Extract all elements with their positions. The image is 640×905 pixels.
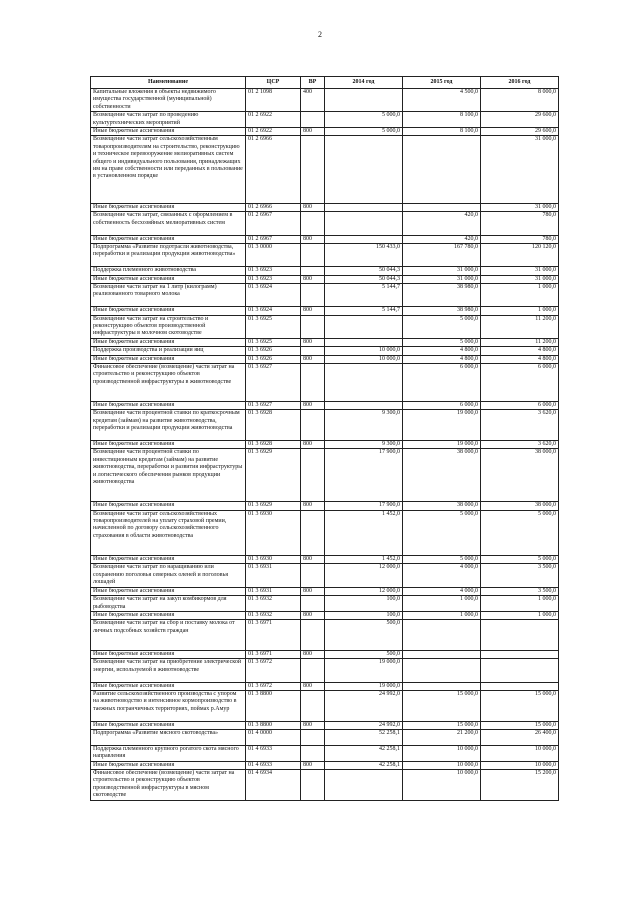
cell-name: Возмещение части затрат по проведению культуртехнических мероприятий — [91, 112, 246, 128]
cell-2014: 150 433,0 — [325, 244, 403, 267]
cell-name: Возмещение части процентной ставки по инвестиционным кредитам (займам) на развитие животноводства, переработки и развития инфраструктуры и логистического обеспечения рынков продукции животноводства — [91, 449, 246, 502]
cell-2015: 6 000,0 — [403, 402, 481, 410]
cell-vr: 800 — [301, 402, 325, 410]
cell-csr: 01 2 6966 — [246, 204, 301, 212]
cell-2016: 1 000,0 — [481, 596, 559, 612]
cell-csr: 01 3 6931 — [246, 564, 301, 587]
table-row — [91, 275, 559, 283]
cell-csr: 01 3 6928 — [246, 441, 301, 449]
cell-vr — [301, 596, 325, 612]
cell-vr: 800 — [301, 611, 325, 619]
cell-vr: 800 — [301, 338, 325, 346]
cell-2014: 24 992,0 — [325, 690, 403, 721]
cell-csr: 01 3 6923 — [246, 275, 301, 283]
cell-2014 — [325, 204, 403, 212]
cell-2015 — [403, 136, 481, 204]
cell-2014: 17 900,0 — [325, 502, 403, 510]
cell-2015: 19 000,0 — [403, 441, 481, 449]
cell-2015: 4 500,0 — [403, 89, 481, 112]
cell-2015: 4 000,0 — [403, 587, 481, 595]
cell-csr: 01 3 6927 — [246, 402, 301, 410]
table-row — [91, 441, 559, 449]
cell-vr: 800 — [301, 721, 325, 729]
cell-2014: 12 000,0 — [325, 587, 403, 595]
table-row — [91, 587, 559, 595]
cell-2014 — [325, 235, 403, 243]
cell-2014 — [325, 402, 403, 410]
cell-csr: 01 3 6929 — [246, 502, 301, 510]
cell-vr: 800 — [301, 128, 325, 136]
table-row — [91, 761, 559, 769]
cell-2016: 15 200,0 — [481, 769, 559, 800]
cell-csr: 01 2 6922 — [246, 128, 301, 136]
cell-vr — [301, 284, 325, 307]
cell-2016 — [481, 682, 559, 690]
cell-2015 — [403, 204, 481, 212]
cell-2014: 50 044,3 — [325, 275, 403, 283]
cell-2016: 26 400,0 — [481, 729, 559, 745]
cell-name: Возмещение части затрат на приобретение электрической энергии, используемой в животноводстве — [91, 659, 246, 682]
cell-name: Финансовое обеспечение (возмещение) части затрат на строительство и реконструкцию объектов производственной инфраструктуры в мясном скотоводстве — [91, 769, 246, 800]
table-row — [91, 620, 559, 651]
table-body — [91, 89, 559, 801]
cell-csr: 01 2 6922 — [246, 112, 301, 128]
cell-2015: 420,0 — [403, 212, 481, 235]
cell-2014 — [325, 212, 403, 235]
table-row — [91, 267, 559, 275]
cell-2014: 42 258,1 — [325, 761, 403, 769]
cell-2016: 1 000,0 — [481, 307, 559, 315]
cell-vr: 800 — [301, 556, 325, 564]
cell-csr: 01 3 6925 — [246, 315, 301, 338]
header-2014: 2014 год — [325, 77, 403, 89]
cell-2015 — [403, 682, 481, 690]
cell-csr: 01 3 6932 — [246, 596, 301, 612]
cell-csr: 01 3 6972 — [246, 659, 301, 682]
cell-vr — [301, 410, 325, 441]
cell-2014: 5 000,0 — [325, 112, 403, 128]
table-row — [91, 564, 559, 587]
cell-2016: 6 000,0 — [481, 364, 559, 402]
cell-2016: 4 800,0 — [481, 347, 559, 355]
cell-csr: 01 4 6934 — [246, 769, 301, 800]
cell-2014 — [325, 769, 403, 800]
cell-vr: 800 — [301, 650, 325, 658]
table-row — [91, 307, 559, 315]
cell-2014: 1 452,0 — [325, 556, 403, 564]
cell-vr — [301, 690, 325, 721]
cell-2016: 1 000,0 — [481, 284, 559, 307]
cell-2014: 17 900,0 — [325, 449, 403, 502]
cell-2015: 4 000,0 — [403, 564, 481, 587]
cell-2015: 8 100,0 — [403, 128, 481, 136]
cell-name: Поддержка племенного крупного рогатого скота мясного направления — [91, 745, 246, 761]
table-row — [91, 402, 559, 410]
cell-vr: 800 — [301, 587, 325, 595]
cell-vr — [301, 315, 325, 338]
cell-name: Иные бюджетные ассигнования — [91, 682, 246, 690]
table-row — [91, 449, 559, 502]
cell-2015: 167 780,0 — [403, 244, 481, 267]
cell-2015 — [403, 620, 481, 651]
cell-name: Иные бюджетные ассигнования — [91, 307, 246, 315]
table-row — [91, 502, 559, 510]
cell-vr — [301, 347, 325, 355]
cell-vr: 400 — [301, 89, 325, 112]
cell-2015: 4 800,0 — [403, 347, 481, 355]
table-row — [91, 650, 559, 658]
cell-2016 — [481, 659, 559, 682]
cell-name: Возмещение части процентной ставки по краткосрочным кредитам (займам) на развитие животноводства, переработки и реализации продукции животноводства — [91, 410, 246, 441]
cell-csr: 01 2 1098 — [246, 89, 301, 112]
cell-2016: 3 620,0 — [481, 410, 559, 441]
cell-2016: 29 600,0 — [481, 128, 559, 136]
cell-vr — [301, 564, 325, 587]
cell-2015: 1 000,0 — [403, 611, 481, 619]
cell-vr: 800 — [301, 355, 325, 363]
cell-name: Возмещение части затрат сельскохозяйственных товаропроизводителей на уплату страховой премии, начисленной по договору сельскохозяйственного страхования в области животноводства — [91, 510, 246, 555]
cell-name: Иные бюджетные ассигнования — [91, 611, 246, 619]
cell-2015: 6 000,0 — [403, 364, 481, 402]
cell-csr: 01 3 6972 — [246, 682, 301, 690]
cell-csr: 01 4 0000 — [246, 729, 301, 745]
cell-2016: 15 000,0 — [481, 721, 559, 729]
cell-name: Возмещение части затрат на строительство и реконструкцию объектов производственной инфраструктуры в молочном скотоводстве — [91, 315, 246, 338]
cell-2015: 8 100,0 — [403, 112, 481, 128]
cell-2014: 100,0 — [325, 611, 403, 619]
cell-2015: 19 000,0 — [403, 410, 481, 441]
cell-2015: 38 000,0 — [403, 449, 481, 502]
cell-vr — [301, 769, 325, 800]
cell-csr: 01 3 6925 — [246, 338, 301, 346]
table-row — [91, 112, 559, 128]
cell-2015: 10 000,0 — [403, 769, 481, 800]
cell-csr: 01 3 6971 — [246, 650, 301, 658]
cell-csr: 01 3 6931 — [246, 587, 301, 595]
cell-2016 — [481, 650, 559, 658]
cell-vr: 800 — [301, 761, 325, 769]
table-row — [91, 682, 559, 690]
table-row — [91, 410, 559, 441]
cell-csr: 01 3 6928 — [246, 410, 301, 441]
cell-vr — [301, 364, 325, 402]
cell-2015: 5 000,0 — [403, 556, 481, 564]
cell-2014: 24 992,0 — [325, 721, 403, 729]
cell-2014: 500,0 — [325, 620, 403, 651]
cell-2014: 500,0 — [325, 650, 403, 658]
cell-csr: 01 3 6930 — [246, 556, 301, 564]
cell-2016: 780,0 — [481, 235, 559, 243]
cell-2014: 12 000,0 — [325, 564, 403, 587]
cell-2016: 38 000,0 — [481, 502, 559, 510]
cell-csr: 01 3 6926 — [246, 355, 301, 363]
table-header-row — [91, 77, 559, 89]
cell-2016: 31 000,0 — [481, 204, 559, 212]
header-vr: ВР — [301, 77, 325, 89]
cell-csr: 01 3 8800 — [246, 721, 301, 729]
cell-csr: 01 3 6923 — [246, 267, 301, 275]
cell-name: Возмещение части затрат по наращиванию или сохранению поголовья северных оленей и поголовья лошадей — [91, 564, 246, 587]
table-row — [91, 235, 559, 243]
header-csr: ЦСР — [246, 77, 301, 89]
cell-name: Возмещение части затрат на сбор и поставку молока от личных подсобных хозяйств граждан — [91, 620, 246, 651]
cell-2015 — [403, 659, 481, 682]
cell-2015: 21 200,0 — [403, 729, 481, 745]
cell-vr — [301, 620, 325, 651]
cell-2015: 10 000,0 — [403, 745, 481, 761]
cell-vr — [301, 112, 325, 128]
cell-2016: 29 600,0 — [481, 112, 559, 128]
cell-2016: 120 120,0 — [481, 244, 559, 267]
cell-2016: 31 000,0 — [481, 267, 559, 275]
table-row — [91, 347, 559, 355]
cell-2015: 38 000,0 — [403, 502, 481, 510]
cell-2015: 5 000,0 — [403, 315, 481, 338]
cell-2014 — [325, 364, 403, 402]
cell-csr: 01 3 6930 — [246, 510, 301, 555]
cell-name: Иные бюджетные ассигнования — [91, 587, 246, 595]
cell-2015: 420,0 — [403, 235, 481, 243]
cell-2015: 38 980,0 — [403, 284, 481, 307]
cell-name: Иные бюджетные ассигнования — [91, 441, 246, 449]
cell-vr: 800 — [301, 502, 325, 510]
cell-2014: 10 000,0 — [325, 355, 403, 363]
table-row — [91, 556, 559, 564]
cell-2016: 780,0 — [481, 212, 559, 235]
cell-2014 — [325, 136, 403, 204]
table-row — [91, 745, 559, 761]
cell-name: Иные бюджетные ассигнования — [91, 502, 246, 510]
table-row — [91, 204, 559, 212]
cell-name: Иные бюджетные ассигнования — [91, 761, 246, 769]
cell-name: Поддержка производства и реализации яиц — [91, 347, 246, 355]
cell-name: Капитальные вложения в объекты недвижимого имущества государственной (муниципальной) собственности — [91, 89, 246, 112]
table-row — [91, 510, 559, 555]
table-row — [91, 721, 559, 729]
cell-2016: 10 000,0 — [481, 761, 559, 769]
cell-2014: 1 452,0 — [325, 510, 403, 555]
cell-2016: 31 000,0 — [481, 275, 559, 283]
cell-csr: 01 3 6924 — [246, 307, 301, 315]
cell-2016: 5 000,0 — [481, 556, 559, 564]
cell-csr: 01 4 6933 — [246, 761, 301, 769]
cell-name: Иные бюджетные ассигнования — [91, 235, 246, 243]
cell-vr — [301, 510, 325, 555]
cell-name: Развитие сельскохозяйственного производства с упором на животноводство и интенсивное кормопроизводство в таежных погранчичных территориях, поймах р.Амур — [91, 690, 246, 721]
cell-vr — [301, 244, 325, 267]
cell-2016: 11 200,0 — [481, 338, 559, 346]
cell-2016: 8 000,0 — [481, 89, 559, 112]
cell-2014: 5 000,0 — [325, 128, 403, 136]
cell-csr: 01 3 6926 — [246, 347, 301, 355]
table-row — [91, 611, 559, 619]
cell-name: Иные бюджетные ассигнования — [91, 338, 246, 346]
cell-vr: 800 — [301, 235, 325, 243]
cell-csr: 01 3 6932 — [246, 611, 301, 619]
cell-2016: 4 800,0 — [481, 355, 559, 363]
table-row — [91, 596, 559, 612]
table-row — [91, 729, 559, 745]
cell-2016: 3 500,0 — [481, 587, 559, 595]
cell-2014: 5 144,7 — [325, 284, 403, 307]
cell-2015: 15 000,0 — [403, 690, 481, 721]
cell-vr: 800 — [301, 275, 325, 283]
cell-2015: 1 000,0 — [403, 596, 481, 612]
cell-vr — [301, 212, 325, 235]
cell-name: Иные бюджетные ассигнования — [91, 556, 246, 564]
cell-2014: 19 000,0 — [325, 682, 403, 690]
cell-csr: 01 4 6933 — [246, 745, 301, 761]
cell-2016: 38 000,0 — [481, 449, 559, 502]
cell-csr: 01 3 8800 — [246, 690, 301, 721]
cell-2014 — [325, 315, 403, 338]
header-2015: 2015 год — [403, 77, 481, 89]
cell-2014: 100,0 — [325, 596, 403, 612]
cell-name: Иные бюджетные ассигнования — [91, 355, 246, 363]
cell-2016: 6 000,0 — [481, 402, 559, 410]
cell-2015: 31 000,0 — [403, 267, 481, 275]
table-row — [91, 364, 559, 402]
cell-2016: 15 000,0 — [481, 690, 559, 721]
header-name: Наименование — [91, 77, 246, 89]
cell-2015: 31 000,0 — [403, 275, 481, 283]
cell-2016: 5 000,0 — [481, 510, 559, 555]
table-row — [91, 212, 559, 235]
cell-vr — [301, 729, 325, 745]
cell-name: Иные бюджетные ассигнования — [91, 204, 246, 212]
cell-2014: 5 144,7 — [325, 307, 403, 315]
cell-2014: 52 258,1 — [325, 729, 403, 745]
cell-vr: 800 — [301, 307, 325, 315]
cell-2016: 31 000,0 — [481, 136, 559, 204]
cell-2016: 11 200,0 — [481, 315, 559, 338]
cell-2014: 50 044,3 — [325, 267, 403, 275]
cell-2015: 5 000,0 — [403, 338, 481, 346]
cell-vr — [301, 136, 325, 204]
cell-csr: 01 2 6967 — [246, 235, 301, 243]
table-row — [91, 136, 559, 204]
cell-name: Подпрограмма «Развитие мясного скотоводства» — [91, 729, 246, 745]
cell-2014 — [325, 89, 403, 112]
cell-name: Подпрограмма «Развитие подотрасли животноводства, переработки и реализации продукции животноводства» — [91, 244, 246, 267]
cell-csr: 01 2 6966 — [246, 136, 301, 204]
cell-csr: 01 2 6967 — [246, 212, 301, 235]
cell-2016: 3 620,0 — [481, 441, 559, 449]
table-row — [91, 244, 559, 267]
cell-vr: 800 — [301, 682, 325, 690]
page-number: 2 — [318, 30, 322, 39]
cell-name: Иные бюджетные ассигнования — [91, 275, 246, 283]
cell-name: Возмещение части затрат, связанных с оформлением в собственность бесхозяйных мелиоративных систем — [91, 212, 246, 235]
cell-2016: 1 000,0 — [481, 611, 559, 619]
cell-name: Возмещение части затрат на 1 литр (килограмм) реализованного товарного молока — [91, 284, 246, 307]
cell-name: Финансовое обеспечение (возмещение) части затрат на строительство и реконструкцию объектов производственной инфраструктуры в животноводстве — [91, 364, 246, 402]
cell-vr: 800 — [301, 204, 325, 212]
cell-2014: 9 300,0 — [325, 441, 403, 449]
table-row — [91, 690, 559, 721]
cell-name: Иные бюджетные ассигнования — [91, 128, 246, 136]
header-2016: 2016 год — [481, 77, 559, 89]
cell-csr: 01 3 6929 — [246, 449, 301, 502]
cell-name: Иные бюджетные ассигнования — [91, 402, 246, 410]
cell-2014: 42 258,1 — [325, 745, 403, 761]
cell-2014: 19 000,0 — [325, 659, 403, 682]
cell-2016: 3 500,0 — [481, 564, 559, 587]
table-row — [91, 315, 559, 338]
cell-2016 — [481, 620, 559, 651]
cell-csr: 01 3 0000 — [246, 244, 301, 267]
cell-vr — [301, 267, 325, 275]
budget-table — [90, 76, 559, 801]
cell-name: Возмещение части затрат сельскохозяйственным товаропроизводителям на строительство, реконструкцию и техническое перевооружение мелиоративных систем общего и индивидуального пользования, принадлежащих им на праве собственности или переданных в пользование в установленном порядке — [91, 136, 246, 204]
table-row — [91, 338, 559, 346]
cell-name: Поддержка племенного животноводства — [91, 267, 246, 275]
cell-name: Возмещение части затрат на закуп комбикормов для рыбоводства — [91, 596, 246, 612]
cell-2015: 4 800,0 — [403, 355, 481, 363]
cell-2015: 38 980,0 — [403, 307, 481, 315]
cell-2014 — [325, 338, 403, 346]
cell-2014: 10 000,0 — [325, 347, 403, 355]
table-row — [91, 128, 559, 136]
cell-2015: 15 000,0 — [403, 721, 481, 729]
cell-csr: 01 3 6927 — [246, 364, 301, 402]
cell-vr — [301, 745, 325, 761]
cell-vr: 800 — [301, 441, 325, 449]
table-row — [91, 89, 559, 112]
cell-name: Иные бюджетные ассигнования — [91, 721, 246, 729]
table-row — [91, 284, 559, 307]
cell-csr: 01 3 6971 — [246, 620, 301, 651]
cell-name: Иные бюджетные ассигнования — [91, 650, 246, 658]
cell-2016: 10 000,0 — [481, 745, 559, 761]
table-row — [91, 769, 559, 800]
cell-vr — [301, 659, 325, 682]
table-row — [91, 355, 559, 363]
table-row — [91, 659, 559, 682]
cell-2015: 10 000,0 — [403, 761, 481, 769]
cell-2015 — [403, 650, 481, 658]
cell-csr: 01 3 6924 — [246, 284, 301, 307]
cell-vr — [301, 449, 325, 502]
cell-2015: 5 000,0 — [403, 510, 481, 555]
cell-2014: 9 300,0 — [325, 410, 403, 441]
